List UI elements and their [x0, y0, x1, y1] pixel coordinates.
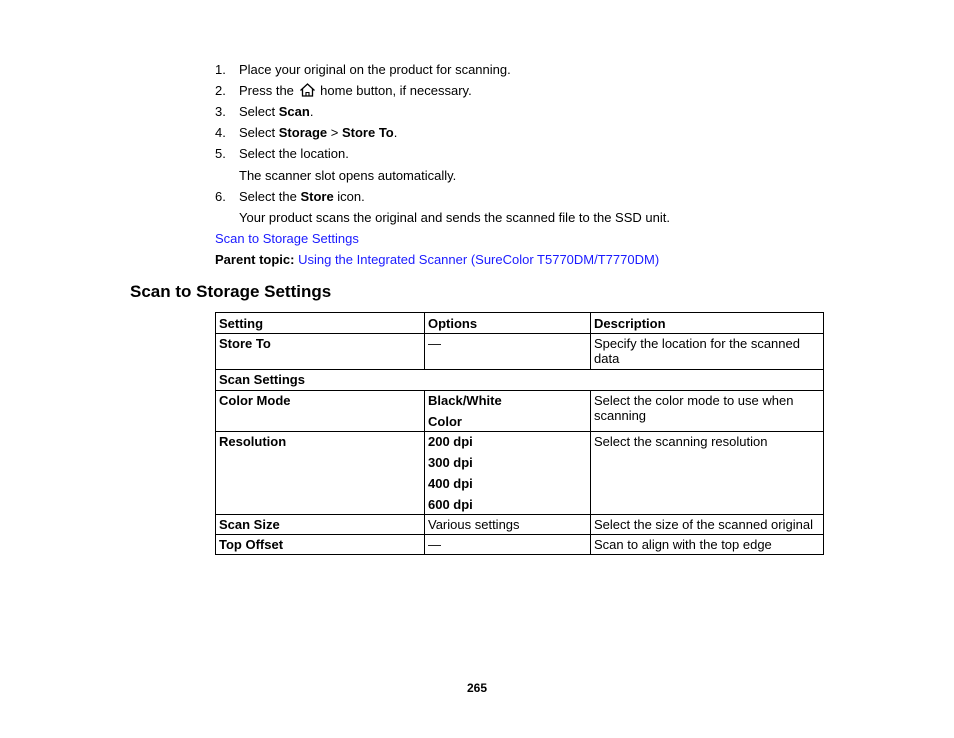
step-text-after: icon. — [333, 189, 365, 204]
step-number: 6. — [215, 189, 226, 204]
page-number: 265 — [466, 681, 488, 695]
column-header-description: Description — [591, 313, 824, 334]
option-value: 200 dpi — [428, 434, 473, 449]
table-row — [216, 432, 824, 515]
column-header-setting: Setting — [216, 313, 425, 334]
options-cell — [425, 391, 591, 432]
step-text-before: Select — [239, 104, 279, 119]
options-cell — [425, 535, 591, 555]
step-text-before: Select the — [239, 189, 301, 204]
step-number: 2. — [215, 83, 226, 98]
setting-cell: Store To — [216, 334, 425, 370]
step-text — [239, 189, 365, 205]
step-number: 1. — [215, 62, 226, 77]
description-cell: Specify the location for the scanned data — [591, 334, 824, 370]
parent-topic-link[interactable]: Using the Integrated Scanner (SureColor T5770DM/T7770DM) — [298, 252, 660, 267]
home-icon — [299, 83, 316, 97]
step-number: 3. — [215, 104, 226, 119]
table-header-row — [216, 313, 824, 334]
option-value: 600 dpi — [428, 497, 473, 512]
step-text — [239, 104, 313, 120]
table-row — [216, 535, 824, 555]
options-cell — [425, 432, 591, 515]
section-title: Scan to Storage Settings — [130, 282, 332, 301]
table-row — [216, 515, 824, 535]
option-value: Black/White — [428, 393, 502, 408]
options-cell — [425, 334, 591, 370]
menu-name-storage: Storage — [278, 125, 328, 140]
description-cell: Select the scanning resolution — [591, 432, 824, 515]
step-text — [239, 125, 397, 141]
step-text — [239, 83, 472, 99]
option-value: 300 dpi — [428, 455, 473, 470]
option-value: Various settings — [428, 517, 520, 532]
setting-cell: Resolution — [216, 432, 425, 515]
step-text: Select the location. — [239, 146, 349, 161]
menu-name-scan: Scan — [278, 104, 310, 119]
scan-to-storage-settings-link[interactable]: Scan to Storage Settings — [215, 231, 359, 246]
table-group-row — [216, 370, 824, 391]
options-cell — [425, 515, 591, 535]
step-6-note: Your product scans the original and sends the scanned file to the SSD unit. — [239, 210, 670, 225]
description-cell: Select the size of the scanned original — [591, 515, 824, 535]
parent-topic-label: Parent topic: — [215, 252, 295, 267]
step-text: Place your original on the product for scanning. — [239, 62, 511, 77]
description-cell: Select the color mode to use when scanning — [591, 391, 824, 432]
step-number: 4. — [215, 125, 226, 140]
setting-cell: Color Mode — [216, 391, 425, 432]
parent-topic — [215, 252, 659, 268]
option-value: — — [428, 537, 441, 552]
group-cell: Scan Settings — [216, 370, 824, 391]
step-text-before: Select — [239, 125, 279, 140]
column-header-options: Options — [425, 313, 591, 334]
icon-name-store: Store — [300, 189, 334, 204]
step-5-note: The scanner slot opens automatically. — [239, 168, 457, 183]
step-text-before: Press the — [239, 83, 294, 98]
setting-cell: Top Offset — [216, 535, 425, 555]
option-value: — — [428, 336, 441, 351]
step-text-separator: > — [327, 125, 342, 140]
table-row — [216, 334, 824, 370]
option-value: 400 dpi — [428, 476, 473, 491]
table-row — [216, 391, 824, 432]
step-text-after: home button, if necessary. — [320, 83, 472, 98]
menu-name-store-to: Store To — [341, 125, 394, 140]
option-value: Color — [428, 414, 462, 429]
setting-cell: Scan Size — [216, 515, 425, 535]
settings-table — [215, 312, 824, 555]
step-text-after: . — [393, 125, 398, 140]
step-text-after: . — [309, 104, 314, 119]
description-cell: Scan to align with the top edge — [591, 535, 824, 555]
step-number: 5. — [215, 146, 226, 161]
